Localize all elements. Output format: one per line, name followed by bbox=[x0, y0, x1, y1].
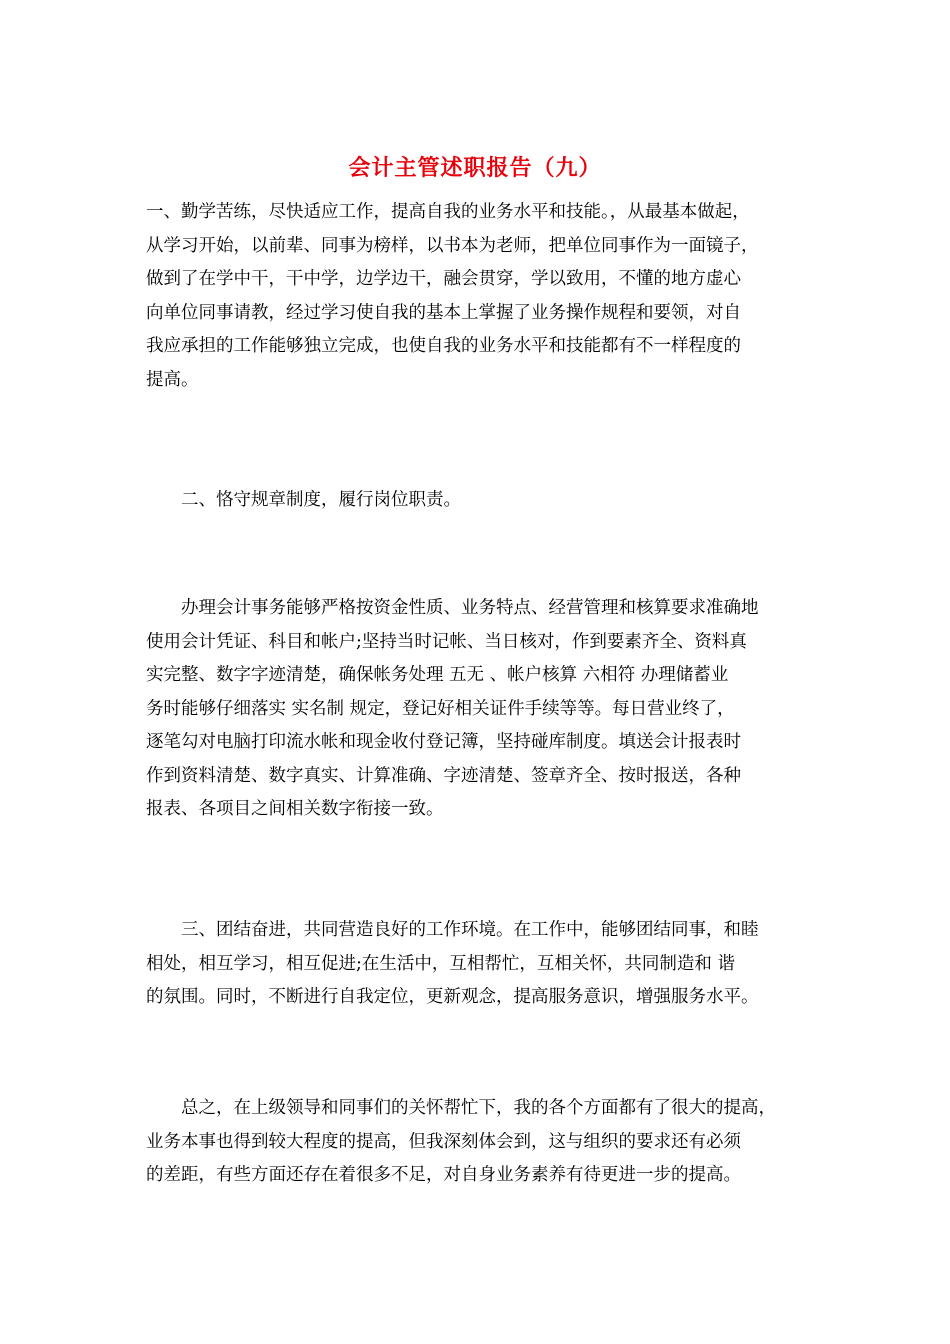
text-line: 作到资料清楚、数字真实、计算准确、字迹清楚、签章齐全、按时报送，各种 bbox=[146, 765, 741, 786]
paragraph-rules-heading bbox=[146, 484, 826, 518]
text-line: 三、团结奋进，共同营造良好的工作环境。在工作中，能够团结同事，和睦 bbox=[146, 920, 759, 940]
text-line: 逐笔勾对电脑打印流水帐和现金收付登记簿，坚持碰库制度。填送会计报表时 bbox=[146, 732, 741, 752]
text-line: 相处，相互学习，相互促进;在生活中，互相帮忙，互相关怀，共同制造和 谐 bbox=[146, 953, 735, 974]
text-line: 使用会计凭证、科目和帐户;坚持当时记帐、当日核对，作到要素齐全、资料真 bbox=[146, 631, 747, 652]
text-line: 办理会计事务能够严格按资金性质、业务特点、经营管理和核算要求准确地 bbox=[146, 598, 759, 618]
text-line: 的氛围。同时，不断进行自我定位，更新观念，提高服务意识，增强服务水平。 bbox=[146, 987, 759, 1007]
text-line: 报表、各项目之间相关数字衔接一致。 bbox=[146, 799, 444, 819]
text-line: 做到了在学中干，干中学，边学边干，融会贯穿，学以致用，不懂的地方虚心 bbox=[146, 269, 741, 289]
text-line: 一、勤学苦练，尽快适应工作，提高自我的业务水平和技能。，从最基本做起， bbox=[146, 202, 750, 222]
text-line: 二、恪守规章制度，履行岗位职责。 bbox=[146, 490, 461, 510]
paragraph-conclusion bbox=[146, 1092, 826, 1193]
text-line: 从学习开始，以前辈、同事为榜样，以书本为老师，把单位同事作为一面镜子， bbox=[146, 235, 759, 256]
text-line: 业务本事也得到较大程度的提高，但我深刻体会到，这与组织的要求还有必须 bbox=[146, 1131, 741, 1152]
text-line: 提高。 bbox=[146, 369, 199, 390]
text-line: 总之，在上级领导和同事们的关怀帮忙下，我的各个方面都有了很大的提高， bbox=[146, 1098, 776, 1118]
paragraph-study bbox=[146, 196, 826, 397]
paragraph-accounting-duties bbox=[146, 592, 826, 827]
text-line: 务时能够仔细落实 实名制 规定，登记好相关证件手续等等。每日营业终了， bbox=[146, 698, 735, 719]
text-line: 实完整、数字字迹清楚，确保帐务处理 五无 、帐户核算 六相符 办理储蓄业 bbox=[146, 665, 729, 685]
text-line: 我应承担的工作能够独立完成，也使自我的业务水平和技能都有不一样程度的 bbox=[146, 336, 741, 356]
paragraph-teamwork bbox=[146, 914, 826, 1015]
document-title: 会计主管述职报告（九） bbox=[348, 155, 602, 181]
text-line: 向单位同事请教，经过学习使自我的基本上掌握了业务操作规程和要领，对自 bbox=[146, 302, 741, 323]
text-line: 的差距，有些方面还存在着很多不足，对自身业务素养有待更进一步的提高。 bbox=[146, 1165, 741, 1185]
